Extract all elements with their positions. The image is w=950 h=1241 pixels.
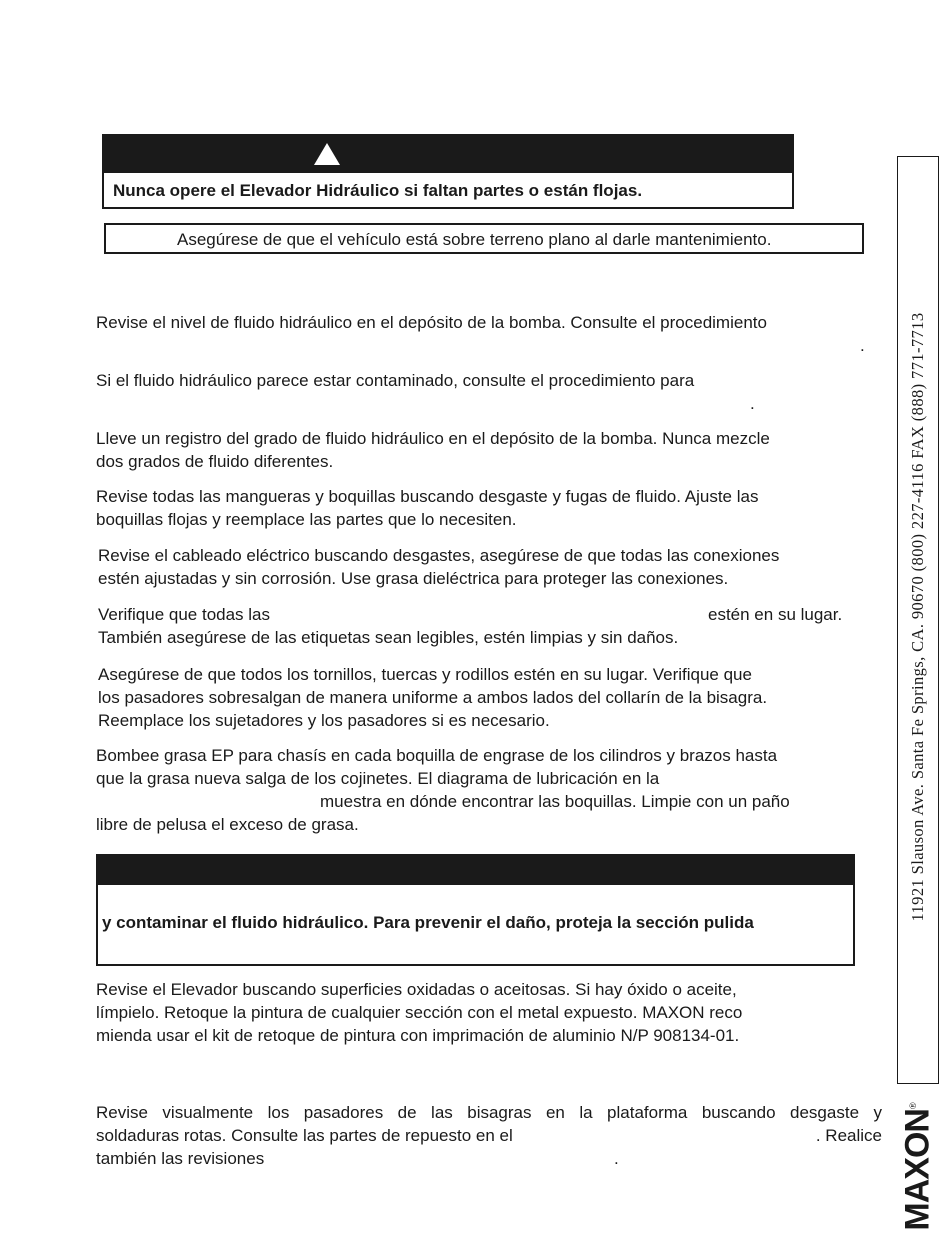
warning-header-bar xyxy=(104,136,792,173)
text-line: Lleve un registro del grado de fluido hidráulico en el depósito de la bomba. Nunca mezcle xyxy=(96,429,770,448)
text-line: También asegúrese de las etiquetas sean legibles, estén limpias y sin daños. xyxy=(98,628,679,647)
text-line: Revise el nivel de fluido hidráulico en el depósito de la bomba. Consulte el procedimiento xyxy=(96,313,767,332)
company-address: 11921 Slauson Ave. Santa Fe Springs, CA. 90670 (800) 227-4116 FAX (888) 771-7713 xyxy=(908,312,927,922)
text-line: estén en su lugar. xyxy=(708,605,843,624)
text-line: Revise todas las mangueras y boquillas buscando desgaste y fugas de fluido. Ajuste las xyxy=(96,487,759,506)
sidebar-contact-strip xyxy=(897,156,939,1231)
caution-header-bar xyxy=(98,856,853,885)
text-line: también las revisiones xyxy=(96,1149,265,1168)
text-line: límpielo. Retoque la pintura de cualquier sección con el metal expuesto. MAXON reco xyxy=(96,1003,743,1022)
text-line: . xyxy=(750,394,755,413)
paragraph-hinge-pins xyxy=(96,1101,882,1170)
note-text: Asegúrese de que el vehículo está sobre terreno plano al darle mantenimiento. xyxy=(177,230,772,249)
caution-text: y contaminar el fluido hidráulico. Para prevenir el daño, proteja la sección pulida xyxy=(102,913,754,932)
text-line: muestra en dónde encontrar las boquillas. Limpie con un paño xyxy=(320,792,790,811)
text-line: Revise visualmente los pasadores de las bisagras en la plataforma buscando desgaste y xyxy=(96,1103,882,1122)
text-line-group xyxy=(96,1124,882,1147)
text-line: Revise el Elevador buscando superficies oxidadas o aceitosas. Si hay óxido o aceite, xyxy=(96,980,737,999)
warning-box xyxy=(102,134,794,209)
text-line: mienda usar el kit de retoque de pintura con imprimación de aluminio N/P 908134-01. xyxy=(96,1026,740,1045)
maxon-logo xyxy=(899,1103,938,1230)
text-line: . xyxy=(614,1149,619,1168)
paragraph-fluid-grade xyxy=(96,427,886,473)
paragraph-grease xyxy=(96,744,886,836)
text-line: Reemplace los sujetadores y los pasadores si es necesario. xyxy=(98,711,550,730)
text-line: Revise el cableado eléctrico buscando desgastes, asegúrese de que todas las conexiones xyxy=(98,546,780,565)
caution-box xyxy=(96,854,855,966)
warning-triangle-icon xyxy=(314,143,340,165)
text-line: Asegúrese de que todos los tornillos, tuercas y rodillos estén en su lugar. Verifique que xyxy=(98,665,752,684)
text-line: Si el fluido hidráulico parece estar contaminado, consulte el procedimiento para xyxy=(96,371,695,390)
text-line: Bombee grasa EP para chasís en cada boquilla de engrase de los cilindros y brazos hasta xyxy=(96,746,778,765)
text-line: dos grados de fluido diferentes. xyxy=(96,452,334,471)
paragraph-rust xyxy=(96,978,886,1047)
text-line: Verifique que todas las xyxy=(98,605,271,624)
text-line: los pasadores sobresalgan de manera uniforme a ambos lados del collarín de la bisagra. xyxy=(98,688,768,707)
text-line: estén ajustadas y sin corrosión. Use grasa dieléctrica para proteger las conexiones. xyxy=(98,569,729,588)
text-line-group xyxy=(96,1147,882,1170)
text-line: . Realice xyxy=(815,1126,882,1145)
text-line: soldaduras rotas. Consulte las partes de repuesto en el xyxy=(96,1126,513,1145)
paragraph-contaminated-fluid xyxy=(96,369,886,413)
warning-text: Nunca opere el Elevador Hidráulico si faltan partes o están flojas. xyxy=(113,181,643,200)
paragraph-fluid-level xyxy=(96,311,886,355)
paragraph-labels xyxy=(98,603,888,649)
paragraph-hoses xyxy=(96,485,886,531)
paragraph-wiring xyxy=(98,544,888,590)
logo-text: MAXON xyxy=(898,1109,937,1231)
text-line: boquillas flojas y reemplace las partes que lo necesiten. xyxy=(96,510,517,529)
registered-mark: ® xyxy=(908,1103,919,1110)
text-line: . xyxy=(860,336,865,355)
text-line: que la grasa nueva salga de los cojinetes. El diagrama de lubricación en la xyxy=(96,769,660,788)
paragraph-fasteners xyxy=(98,663,888,732)
note-box xyxy=(104,223,864,254)
text-line: libre de pelusa el exceso de grasa. xyxy=(96,815,359,834)
